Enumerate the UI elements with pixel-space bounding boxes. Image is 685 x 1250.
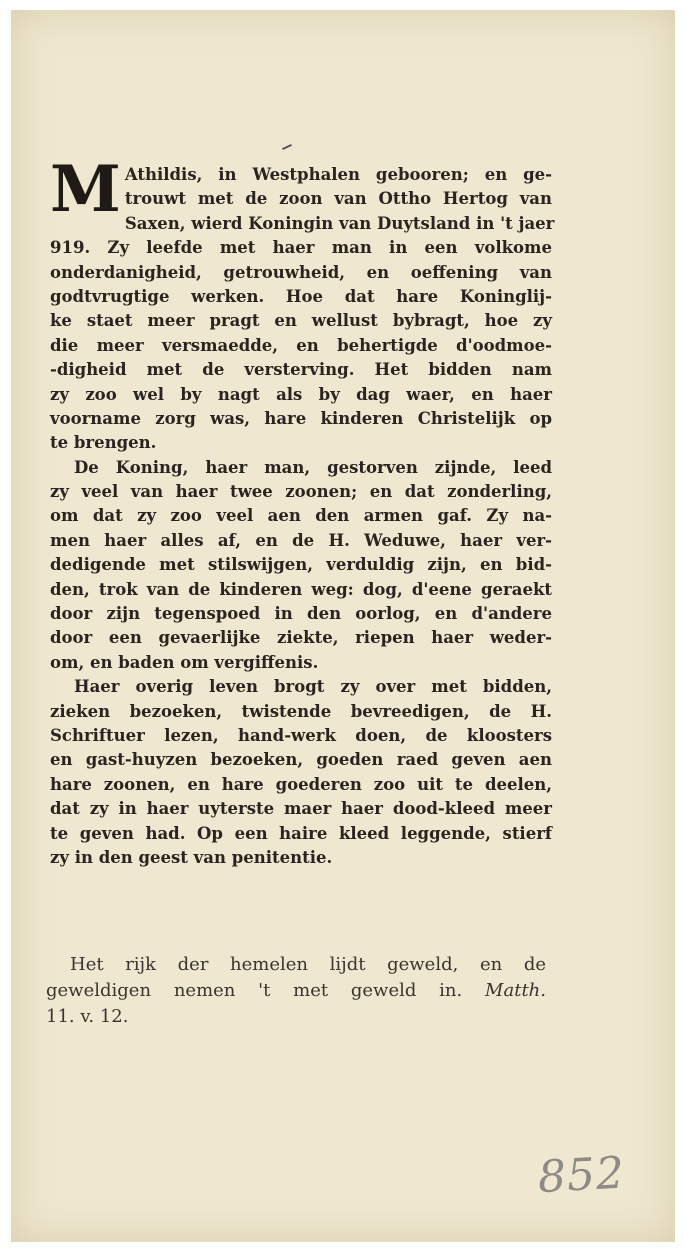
text-line: Athildis, in Westphalen gebooren; en ge- (124, 165, 552, 184)
scripture-quote (46, 952, 546, 1030)
text-line: zy zoo wel by nagt als by dag waer, en haer (50, 384, 552, 404)
text-line: te geven had. Op een haire kleed leggende, stierf (50, 823, 552, 843)
text-line: om, en baden om vergiffenis. (50, 652, 319, 672)
quote-line (46, 978, 546, 1004)
text-line: dedigende met stilswijgen, verduldig zijn, en bid- (50, 555, 552, 575)
text-line: voorname zorg was, hare kinderen Christelijk op (50, 408, 552, 428)
text-line: Schriftuer lezen, hand-werk doen, de kloosters (50, 725, 552, 745)
text-line: dat zy in haer uyterste maer haer dood-kleed meer (50, 799, 552, 819)
quote-reference: Matth. (485, 980, 546, 1001)
text-line: zieken bezoeken, twistende bevreedigen, de H. (50, 701, 552, 721)
text-line: hare zoonen, en hare goederen zoo uit te deelen, (50, 774, 552, 794)
text-line: die meer versmaedde, en behertigde d'oodmoe- (50, 335, 552, 355)
quote-line: 11. v. 12. (46, 1006, 129, 1027)
text-line: zy in den geest van penitentie. (50, 847, 333, 867)
text-line: men haer alles af, en de H. Weduwe, haer ver- (50, 530, 552, 550)
handwritten-number: 852 (536, 1147, 627, 1204)
text-line: Saxen, wierd Koningin van Duytsland in 't jaer (124, 213, 555, 233)
main-text (50, 152, 555, 870)
text-line: 919. Zy leefde met haer man in een volkome (50, 238, 552, 258)
paragraph-2 (50, 456, 552, 676)
drop-cap: M (50, 152, 121, 227)
text-line: den, trok van de kinderen weg: dog, d'eene geraekt (50, 579, 552, 599)
text-line: Haer overig leven brogt zy over met bidden, (74, 677, 552, 697)
paragraph-3 (50, 675, 552, 870)
text-line: en gast-huyzen bezoeken, goeden raed geven aen (50, 750, 552, 770)
quote-text: geweldigen nemen 't met geweld in. (46, 980, 463, 1001)
text-line: om dat zy zoo veel aen den armen gaf. Zy na- (50, 506, 552, 526)
text-line: godtvrugtige werken. Hoe dat hare Koninglij- (50, 286, 552, 306)
text-line: ke staet meer pragt en wellust bybragt, hoe zy (50, 311, 552, 331)
text-line: door een gevaerlijke ziekte, riepen haer weder- (50, 628, 552, 648)
text-line: door zijn tegenspoed in den oorlog, en d'andere (50, 604, 552, 624)
paragraph-1 (50, 152, 555, 456)
quote-line: Het rijk der hemelen lijdt geweld, en de (70, 954, 546, 975)
text-line: zy veel van haer twee zoonen; en dat zonderling, (50, 482, 552, 502)
text-line: trouwt met de zoon van Ottho Hertog van (124, 189, 552, 209)
text-line: De Koning, haer man, gestorven zijnde, leed (74, 457, 552, 477)
text-line: te brengen. (50, 433, 157, 453)
text-line: onderdanigheid, getrouwheid, en oeffening van (50, 262, 552, 282)
text-line: -digheid met de versterving. Het bidden nam (50, 360, 552, 380)
